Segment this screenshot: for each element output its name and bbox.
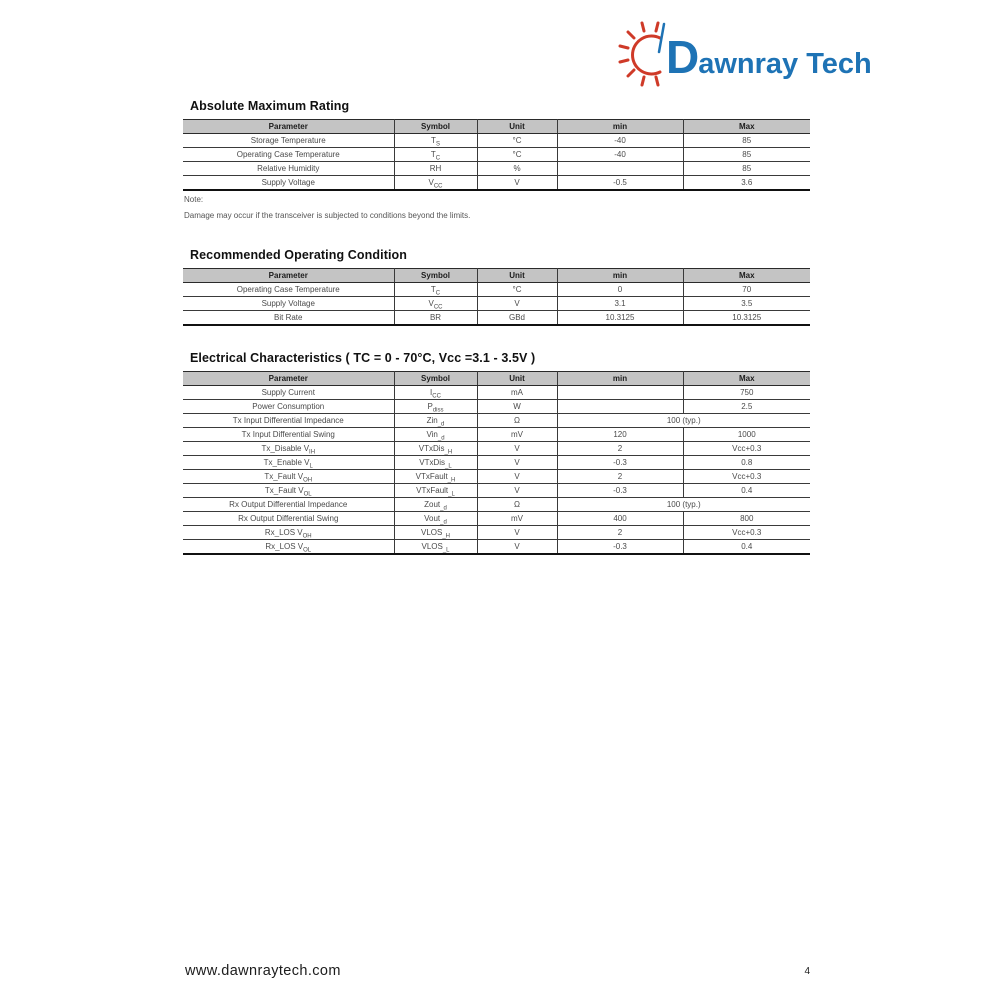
table-row — [183, 540, 810, 554]
table-cell: VTxDis$_{\_H}$ — [394, 442, 477, 456]
table-row — [183, 456, 810, 470]
table-cell: Operating Case Temperature — [183, 148, 394, 162]
table-cell: 0 — [557, 283, 683, 297]
table-row — [183, 512, 810, 526]
brand-initial: D — [666, 31, 699, 83]
table-cell: Zout$_{\_d}$ — [394, 498, 477, 512]
table-cell: 0.4 — [741, 486, 753, 495]
note-text: Damage may occur if the transceiver is subjected to conditions beyond the limits. — [184, 211, 471, 220]
table-cell: V — [477, 297, 557, 311]
column-header-symbol: Symbol — [394, 269, 477, 283]
table-cell: 3.5 — [741, 299, 753, 308]
section-absolute-maximum-rating — [183, 99, 810, 191]
table-cell: Tx Input Differential Impedance — [183, 414, 394, 428]
absolute-maximum-rating-table — [183, 119, 810, 191]
table-cell: GBd — [477, 311, 557, 325]
table-cell: % — [477, 162, 557, 176]
table-cell — [557, 386, 683, 400]
table-cell: 85 — [742, 164, 752, 173]
table-cell: W — [477, 400, 557, 414]
table-cell: 100 (typ.) — [666, 500, 701, 509]
column-header-symbol: Symbol — [394, 372, 477, 386]
table-row — [183, 148, 810, 162]
table-cell: 70 — [742, 285, 752, 294]
table-cell: Supply Current — [183, 386, 394, 400]
brand-name: awnray Tech — [698, 48, 872, 80]
table-cell — [557, 162, 683, 176]
table-cell: °C — [477, 148, 557, 162]
table-cell: V — [477, 456, 557, 470]
table-cell: -0.3 — [557, 540, 683, 554]
table-cell: Supply Voltage — [183, 297, 394, 311]
table-row — [183, 484, 810, 498]
table-cell: -0.5 — [557, 176, 683, 190]
table-row — [183, 297, 810, 311]
column-header-parameter: Parameter — [183, 120, 394, 134]
table-row — [183, 442, 810, 456]
table-cell: Rx Output Differential Swing — [183, 512, 394, 526]
brand-wordmark — [666, 31, 872, 83]
table-cell: 2 — [557, 470, 683, 484]
column-header-min: min — [557, 269, 683, 283]
table-cell: Rx_LOS $V_{OL}$ — [183, 540, 394, 554]
table-cell: Vcc+0.3 — [732, 472, 762, 481]
table-cell: 0.8 — [741, 458, 753, 467]
column-header-min: min — [557, 372, 683, 386]
table-row — [183, 428, 810, 442]
table-cell: $T_C$ — [394, 148, 477, 162]
table-cell: $T_C$ — [394, 283, 477, 297]
table-cell: 2 — [557, 526, 683, 540]
table-cell: $V_{CC}$ — [394, 297, 477, 311]
column-header-max: Max — [683, 372, 810, 386]
table-cell: V — [477, 484, 557, 498]
table-cell: Power Consumption — [183, 400, 394, 414]
table-row — [183, 526, 810, 540]
table-cell: Tx_Disable $V_{IH}$ — [183, 442, 394, 456]
table-cell: Ω — [477, 414, 557, 428]
table-cell: $V_{CC}$ — [394, 176, 477, 190]
column-header-parameter: Parameter — [183, 372, 394, 386]
table-cell: 750 — [740, 388, 754, 397]
section-recommended-operating-condition — [183, 248, 810, 326]
table-cell: V — [477, 540, 557, 554]
column-header-parameter: Parameter — [183, 269, 394, 283]
table-cell: -0.3 — [557, 484, 683, 498]
table-cell: 400 — [557, 512, 683, 526]
column-header-unit: Unit — [477, 120, 557, 134]
website-url: www.dawnraytech.com — [185, 963, 341, 979]
table-row — [183, 400, 810, 414]
table-cell: Tx_Fault $V_{OH}$ — [183, 470, 394, 484]
note-block — [184, 195, 811, 220]
table-cell: Vin$_{\_d}$ — [394, 428, 477, 442]
table-cell: 800 — [740, 514, 754, 523]
table-cell: mV — [477, 428, 557, 442]
page-number: 4 — [804, 965, 810, 977]
table-cell: BR — [394, 311, 477, 325]
table-cell: V — [477, 526, 557, 540]
table-cell: Supply Voltage — [183, 176, 394, 190]
table-cell: RH — [394, 162, 477, 176]
table-header-row — [183, 120, 810, 134]
column-header-max: Max — [683, 120, 810, 134]
table-cell: $VLOS_{\_L}$ — [394, 540, 477, 554]
table-header-row — [183, 269, 810, 283]
table-cell: Rx Output Differential Impedance — [183, 498, 394, 512]
table-cell: 85 — [742, 136, 752, 145]
table-cell: Zin$_{\_d}$ — [394, 414, 477, 428]
table-cell: -0.3 — [557, 456, 683, 470]
table-row — [183, 414, 810, 428]
note-label: Note: — [184, 195, 204, 204]
section-title-recommended-operating-condition: Recommended Operating Condition — [190, 248, 407, 262]
electrical-characteristics-table — [183, 371, 810, 555]
table-cell: °C — [477, 283, 557, 297]
table-cell: Rx_LOS $V_{OH}$ — [183, 526, 394, 540]
table-cell: 0.4 — [741, 541, 753, 551]
table-cell: Vout$_{\_d}$ — [394, 512, 477, 526]
table-cell: 2 — [557, 442, 683, 456]
table-cell: Ω — [477, 498, 557, 512]
table-cell: $P_{diss}$ — [394, 400, 477, 414]
table-cell: V — [477, 442, 557, 456]
column-header-min: min — [557, 120, 683, 134]
table-row — [183, 386, 810, 400]
table-cell: Vcc+0.3 — [732, 444, 762, 453]
table-cell: $T_S$ — [394, 134, 477, 148]
table-cell: 1000 — [737, 430, 756, 439]
table-cell: 2.5 — [741, 402, 753, 411]
table-cell — [557, 400, 683, 414]
column-header-max: Max — [683, 269, 810, 283]
table-cell: V — [477, 176, 557, 190]
table-cell: 120 — [557, 428, 683, 442]
table-cell: -40 — [557, 148, 683, 162]
table-cell: V — [477, 470, 557, 484]
table-row — [183, 311, 810, 325]
table-row — [183, 176, 810, 190]
table-cell: -40 — [557, 134, 683, 148]
table-cell: Tx_Enable $V_L$ — [183, 456, 394, 470]
table-cell: VTxFault$_{\_H}$ — [394, 470, 477, 484]
table-cell: 3.1 — [557, 297, 683, 311]
table-header-row — [183, 372, 810, 386]
table-row — [183, 162, 810, 176]
section-title-electrical-characteristics: Electrical Characteristics ( TC = 0 - 70°C, Vcc =3.1 - 3.5V ) — [190, 351, 536, 365]
table-cell: VTxDis$_{\_L}$ — [394, 456, 477, 470]
column-header-symbol: Symbol — [394, 120, 477, 134]
section-electrical-characteristics — [183, 351, 810, 555]
column-header-unit: Unit — [477, 372, 557, 386]
table-row — [183, 498, 810, 512]
table-row — [183, 283, 810, 297]
recommended-operating-condition-table — [183, 268, 810, 326]
table-row — [183, 134, 810, 148]
table-cell: Relative Humidity — [183, 162, 394, 176]
table-cell: Vcc+0.3 — [732, 528, 762, 537]
table-cell: 3.6 — [741, 177, 753, 187]
page-footer — [185, 963, 810, 979]
table-cell: Operating Case Temperature — [183, 283, 394, 297]
table-cell: 10.3125 — [732, 312, 762, 322]
table-cell: mV — [477, 512, 557, 526]
column-header-unit: Unit — [477, 269, 557, 283]
table-cell: 10.3125 — [557, 311, 683, 325]
table-cell: °C — [477, 134, 557, 148]
table-cell: Tx_Fault $V_{OL}$ — [183, 484, 394, 498]
table-cell: Storage Temperature — [183, 134, 394, 148]
table-cell: 100 (typ.) — [666, 416, 701, 425]
section-title-absolute-maximum-rating: Absolute Maximum Rating — [190, 99, 350, 113]
table-row — [183, 470, 810, 484]
table-cell: 85 — [742, 150, 752, 159]
table-cell: Tx Input Differential Swing — [183, 428, 394, 442]
table-cell: Bit Rate — [183, 311, 394, 325]
table-cell: VTxFault$_{\_L}$ — [394, 484, 477, 498]
brand-logo — [614, 12, 872, 98]
table-cell: $VLOS_{\_H}$ — [394, 526, 477, 540]
table-cell: $I_{CC}$ — [394, 386, 477, 400]
table-cell: mA — [477, 386, 557, 400]
